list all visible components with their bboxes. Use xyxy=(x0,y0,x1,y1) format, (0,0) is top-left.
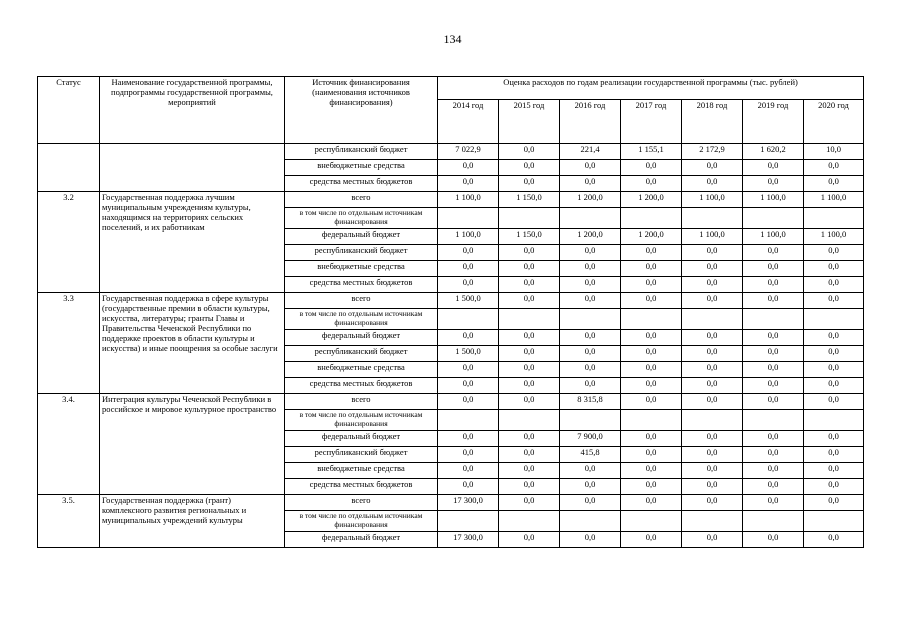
value-cell: 7 900,0 xyxy=(560,431,621,447)
value-cell xyxy=(682,410,743,431)
value-cell xyxy=(438,511,499,532)
measure-name-cell: Интеграция культуры Чеченской Республики в российское и мировое культурное пространство xyxy=(100,394,285,495)
value-cell xyxy=(804,309,864,330)
value-cell xyxy=(682,208,743,229)
value-cell: 0,0 xyxy=(682,293,743,309)
header-year: 2018 год xyxy=(682,100,743,144)
value-cell: 0,0 xyxy=(743,532,804,548)
value-cell: 0,0 xyxy=(621,277,682,293)
value-cell: 0,0 xyxy=(499,245,560,261)
value-cell xyxy=(499,208,560,229)
value-cell: 0,0 xyxy=(560,245,621,261)
value-cell: 0,0 xyxy=(682,277,743,293)
value-cell: 0,0 xyxy=(743,346,804,362)
value-cell: 0,0 xyxy=(560,261,621,277)
status-cell: 3.5. xyxy=(38,495,100,548)
value-cell: 1 100,0 xyxy=(743,229,804,245)
measure-name-cell: Государственная поддержка (грант) комплексного развития региональных и муниципальных учреждений культуры xyxy=(100,495,285,548)
value-cell: 0,0 xyxy=(560,277,621,293)
value-cell: 1 100,0 xyxy=(682,192,743,208)
value-cell: 1 100,0 xyxy=(682,229,743,245)
value-cell: 1 100,0 xyxy=(438,229,499,245)
status-cell xyxy=(38,144,100,192)
value-cell: 0,0 xyxy=(499,378,560,394)
value-cell: 415,8 xyxy=(560,447,621,463)
header-year: 2020 год xyxy=(804,100,864,144)
value-cell: 0,0 xyxy=(743,495,804,511)
header-name: Наименование государственной программы, подпрограммы государственной программы, мероприятий xyxy=(100,77,285,144)
value-cell: 0,0 xyxy=(560,532,621,548)
value-cell: 0,0 xyxy=(621,293,682,309)
value-cell: 1 155,1 xyxy=(621,144,682,160)
value-cell: 0,0 xyxy=(804,245,864,261)
header-year: 2014 год xyxy=(438,100,499,144)
source-cell: внебюджетные средства xyxy=(285,160,438,176)
value-cell: 0,0 xyxy=(743,330,804,346)
value-cell: 0,0 xyxy=(804,495,864,511)
value-cell: 0,0 xyxy=(621,431,682,447)
value-cell: 0,0 xyxy=(499,394,560,410)
value-cell xyxy=(499,511,560,532)
value-cell: 0,0 xyxy=(621,463,682,479)
value-cell: 0,0 xyxy=(560,378,621,394)
value-cell: 0,0 xyxy=(804,277,864,293)
value-cell: 0,0 xyxy=(682,346,743,362)
value-cell: 0,0 xyxy=(682,330,743,346)
value-cell xyxy=(621,511,682,532)
value-cell: 0,0 xyxy=(743,362,804,378)
source-cell: всего xyxy=(285,293,438,309)
table-row xyxy=(38,394,864,410)
value-cell: 1 100,0 xyxy=(743,192,804,208)
page-number: 134 xyxy=(443,32,462,46)
value-cell xyxy=(804,410,864,431)
value-cell: 0,0 xyxy=(804,479,864,495)
value-cell: 7 022,9 xyxy=(438,144,499,160)
status-cell: 3.2 xyxy=(38,192,100,293)
source-cell: федеральный бюджет xyxy=(285,532,438,548)
value-cell xyxy=(682,511,743,532)
value-cell: 17 300,0 xyxy=(438,495,499,511)
source-cell: в том числе по отдельным источникам финансирования xyxy=(285,208,438,229)
status-cell: 3.3 xyxy=(38,293,100,394)
header-estimate: Оценка расходов по годам реализации государственной программы (тыс. рублей) xyxy=(438,77,864,100)
value-cell: 0,0 xyxy=(682,532,743,548)
value-cell: 0,0 xyxy=(682,176,743,192)
value-cell xyxy=(804,511,864,532)
value-cell: 8 315,8 xyxy=(560,394,621,410)
value-cell: 0,0 xyxy=(743,245,804,261)
measure-name-cell xyxy=(100,144,285,192)
value-cell: 0,0 xyxy=(438,447,499,463)
source-cell: в том числе по отдельным источникам финансирования xyxy=(285,309,438,330)
value-cell: 0,0 xyxy=(682,495,743,511)
value-cell: 221,4 xyxy=(560,144,621,160)
value-cell: 10,0 xyxy=(804,144,864,160)
source-cell: федеральный бюджет xyxy=(285,431,438,447)
source-cell: в том числе по отдельным источникам финансирования xyxy=(285,511,438,532)
value-cell: 0,0 xyxy=(621,394,682,410)
source-cell: всего xyxy=(285,495,438,511)
value-cell xyxy=(438,309,499,330)
value-cell: 0,0 xyxy=(621,346,682,362)
source-cell: республиканский бюджет xyxy=(285,144,438,160)
value-cell: 1 200,0 xyxy=(560,192,621,208)
value-cell: 0,0 xyxy=(804,362,864,378)
budget-table xyxy=(37,76,864,548)
value-cell: 0,0 xyxy=(499,447,560,463)
source-cell: в том числе по отдельным источникам финансирования xyxy=(285,410,438,431)
value-cell: 0,0 xyxy=(682,447,743,463)
source-cell: республиканский бюджет xyxy=(285,346,438,362)
value-cell: 0,0 xyxy=(499,495,560,511)
header-year: 2015 год xyxy=(499,100,560,144)
value-cell: 0,0 xyxy=(499,144,560,160)
value-cell: 0,0 xyxy=(560,346,621,362)
source-cell: федеральный бюджет xyxy=(285,330,438,346)
value-cell: 0,0 xyxy=(804,176,864,192)
value-cell: 0,0 xyxy=(438,160,499,176)
value-cell: 0,0 xyxy=(621,532,682,548)
value-cell: 0,0 xyxy=(560,160,621,176)
table-row xyxy=(38,495,864,511)
value-cell: 1 200,0 xyxy=(621,192,682,208)
value-cell: 0,0 xyxy=(438,479,499,495)
value-cell: 0,0 xyxy=(621,160,682,176)
value-cell: 1 100,0 xyxy=(438,192,499,208)
value-cell: 0,0 xyxy=(804,346,864,362)
value-cell xyxy=(621,410,682,431)
value-cell: 0,0 xyxy=(621,330,682,346)
value-cell xyxy=(499,309,560,330)
value-cell: 0,0 xyxy=(499,479,560,495)
value-cell: 0,0 xyxy=(804,378,864,394)
value-cell xyxy=(621,208,682,229)
value-cell: 1 200,0 xyxy=(621,229,682,245)
value-cell: 0,0 xyxy=(438,394,499,410)
value-cell: 1 200,0 xyxy=(560,229,621,245)
value-cell: 0,0 xyxy=(560,495,621,511)
value-cell: 0,0 xyxy=(682,394,743,410)
value-cell xyxy=(621,309,682,330)
value-cell xyxy=(743,511,804,532)
value-cell: 0,0 xyxy=(743,277,804,293)
value-cell: 1 100,0 xyxy=(804,192,864,208)
value-cell: 1 500,0 xyxy=(438,293,499,309)
value-cell: 0,0 xyxy=(682,378,743,394)
source-cell: средства местных бюджетов xyxy=(285,378,438,394)
value-cell: 0,0 xyxy=(499,362,560,378)
header-year: 2019 год xyxy=(743,100,804,144)
value-cell: 0,0 xyxy=(743,431,804,447)
value-cell xyxy=(438,208,499,229)
value-cell xyxy=(560,511,621,532)
value-cell: 0,0 xyxy=(499,463,560,479)
value-cell: 0,0 xyxy=(621,261,682,277)
value-cell: 0,0 xyxy=(438,378,499,394)
value-cell xyxy=(743,410,804,431)
value-cell xyxy=(804,208,864,229)
value-cell: 0,0 xyxy=(743,394,804,410)
value-cell: 0,0 xyxy=(621,245,682,261)
value-cell: 1 150,0 xyxy=(499,192,560,208)
value-cell: 0,0 xyxy=(682,479,743,495)
value-cell: 0,0 xyxy=(499,176,560,192)
value-cell: 0,0 xyxy=(560,479,621,495)
value-cell: 0,0 xyxy=(804,330,864,346)
value-cell: 17 300,0 xyxy=(438,532,499,548)
value-cell: 0,0 xyxy=(804,293,864,309)
value-cell: 0,0 xyxy=(743,463,804,479)
value-cell xyxy=(560,208,621,229)
value-cell: 0,0 xyxy=(743,160,804,176)
value-cell: 0,0 xyxy=(804,431,864,447)
source-cell: республиканский бюджет xyxy=(285,245,438,261)
value-cell: 0,0 xyxy=(499,330,560,346)
value-cell: 0,0 xyxy=(499,160,560,176)
value-cell: 0,0 xyxy=(560,330,621,346)
value-cell: 0,0 xyxy=(743,447,804,463)
value-cell: 0,0 xyxy=(438,261,499,277)
measure-name-cell: Государственная поддержка лучшим муниципальным учреждениям культуры, находящимся на территориях сельских поселений, и их работникам xyxy=(100,192,285,293)
value-cell: 0,0 xyxy=(499,277,560,293)
value-cell xyxy=(682,309,743,330)
value-cell: 0,0 xyxy=(743,378,804,394)
value-cell: 0,0 xyxy=(804,447,864,463)
source-cell: всего xyxy=(285,192,438,208)
source-cell: внебюджетные средства xyxy=(285,261,438,277)
value-cell: 0,0 xyxy=(438,362,499,378)
source-cell: внебюджетные средства xyxy=(285,362,438,378)
value-cell: 0,0 xyxy=(621,378,682,394)
value-cell: 2 172,9 xyxy=(682,144,743,160)
value-cell xyxy=(743,208,804,229)
value-cell: 0,0 xyxy=(621,447,682,463)
value-cell: 0,0 xyxy=(743,479,804,495)
value-cell: 0,0 xyxy=(682,431,743,447)
table-row xyxy=(38,293,864,309)
value-cell: 0,0 xyxy=(621,176,682,192)
source-cell: республиканский бюджет xyxy=(285,447,438,463)
value-cell: 0,0 xyxy=(743,293,804,309)
value-cell: 0,0 xyxy=(499,293,560,309)
table-row xyxy=(38,144,864,160)
value-cell: 0,0 xyxy=(682,245,743,261)
value-cell: 0,0 xyxy=(804,463,864,479)
header-source: Источник финансирования (наименования источников финансирования) xyxy=(285,77,438,144)
value-cell: 0,0 xyxy=(438,245,499,261)
value-cell: 1 620,2 xyxy=(743,144,804,160)
value-cell xyxy=(499,410,560,431)
value-cell: 1 500,0 xyxy=(438,346,499,362)
value-cell: 0,0 xyxy=(621,362,682,378)
status-cell: 3.4. xyxy=(38,394,100,495)
value-cell: 0,0 xyxy=(682,261,743,277)
value-cell xyxy=(560,309,621,330)
value-cell: 0,0 xyxy=(438,277,499,293)
value-cell: 0,0 xyxy=(743,261,804,277)
value-cell: 0,0 xyxy=(804,261,864,277)
value-cell: 0,0 xyxy=(743,176,804,192)
source-cell: средства местных бюджетов xyxy=(285,479,438,495)
value-cell: 0,0 xyxy=(499,532,560,548)
value-cell: 0,0 xyxy=(438,176,499,192)
header-status: Статус xyxy=(38,77,100,144)
value-cell: 0,0 xyxy=(804,160,864,176)
header-year: 2016 год xyxy=(560,100,621,144)
value-cell: 0,0 xyxy=(438,463,499,479)
value-cell xyxy=(438,410,499,431)
value-cell: 0,0 xyxy=(682,463,743,479)
value-cell: 0,0 xyxy=(804,532,864,548)
value-cell: 0,0 xyxy=(682,160,743,176)
value-cell: 0,0 xyxy=(499,261,560,277)
source-cell: средства местных бюджетов xyxy=(285,277,438,293)
value-cell: 0,0 xyxy=(438,330,499,346)
value-cell: 0,0 xyxy=(560,176,621,192)
value-cell xyxy=(743,309,804,330)
value-cell: 0,0 xyxy=(499,431,560,447)
value-cell: 1 100,0 xyxy=(804,229,864,245)
value-cell: 0,0 xyxy=(804,394,864,410)
value-cell: 0,0 xyxy=(499,346,560,362)
source-cell: средства местных бюджетов xyxy=(285,176,438,192)
measure-name-cell: Государственная поддержка в сфере культуры (государственные премии в области культуры, искусства, литературы; гранты Главы и Правительства Чеченской Республики по поддержке проектов в области культуры и искусства) и иные поощрения за особые заслуги xyxy=(100,293,285,394)
header-year: 2017 год xyxy=(621,100,682,144)
value-cell: 0,0 xyxy=(560,362,621,378)
table-row xyxy=(38,192,864,208)
value-cell: 0,0 xyxy=(621,495,682,511)
value-cell: 0,0 xyxy=(682,362,743,378)
value-cell: 1 150,0 xyxy=(499,229,560,245)
value-cell: 0,0 xyxy=(560,293,621,309)
value-cell: 0,0 xyxy=(438,431,499,447)
source-cell: федеральный бюджет xyxy=(285,229,438,245)
source-cell: внебюджетные средства xyxy=(285,463,438,479)
source-cell: всего xyxy=(285,394,438,410)
value-cell: 0,0 xyxy=(560,463,621,479)
value-cell xyxy=(560,410,621,431)
value-cell: 0,0 xyxy=(621,479,682,495)
